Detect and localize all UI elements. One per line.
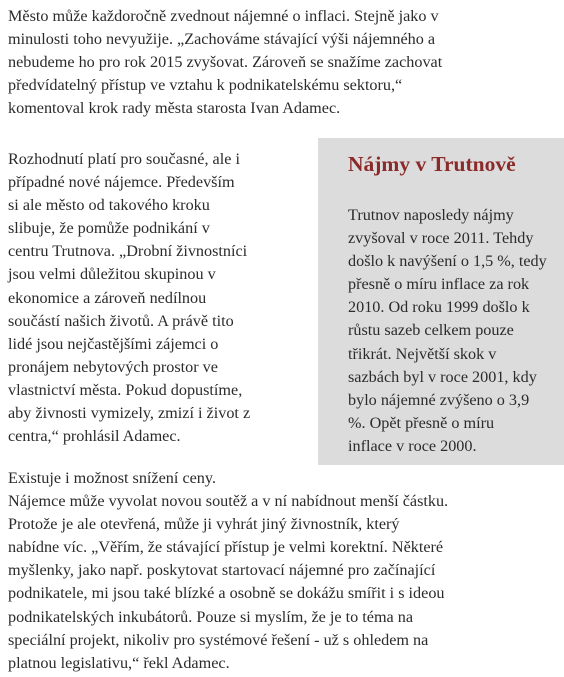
text-line: sazbách byl v roce 2001, kdy — [348, 367, 537, 386]
text-line: inflace v roce 2000. — [348, 436, 477, 455]
text-line: minulosti toho nevyužije. „Zachováme stávající výši nájemného a — [8, 30, 436, 49]
text-line: pronájem nebytových prostor ve — [8, 357, 218, 376]
article-paragraph-intro — [8, 5, 442, 120]
text-line: Město může každoročně zvednout nájemné o inflaci. Stejně jako v — [8, 7, 439, 25]
text-line: podnikatelských inkubátorů. Pouze si myslím, že je to téma na — [8, 607, 414, 626]
article-paragraph-decision — [8, 148, 250, 448]
text-line: speciální projekt, nikoliv pro systémové řešení - už s ohledem na — [8, 630, 429, 649]
text-line: došlo k navýšení o 1,5 %, tedy — [348, 252, 547, 271]
article-paragraph-price — [8, 467, 448, 675]
text-line: Rozhodnutí platí pro současné, ale i — [8, 150, 240, 168]
sidebar-box — [318, 138, 564, 465]
text-line: Existuje i možnost snížení ceny. — [8, 469, 216, 487]
sidebar-title: Nájmy v Trutnově — [348, 152, 516, 176]
text-line: zvyšoval v roce 2011. Tehdy — [348, 229, 534, 248]
text-line: Nájemce může vyvolat novou soutěž a v ní nabídnout menší částku. — [8, 492, 449, 511]
sidebar-text — [348, 204, 547, 458]
text-line: nebudeme ho pro rok 2015 zvyšovat. Zároveň se snažíme zachovat — [8, 53, 443, 72]
text-line: vlastnictví města. Pokud dopustíme, — [8, 380, 243, 399]
text-line: nabídne víc. „Věřím, že stávající přístup je velmi korektní. Některé — [8, 538, 444, 557]
text-line: předvídatelný přístup ve vztahu k podnikatelskému sektoru,“ — [8, 76, 403, 95]
text-line: růstu sazeb celkem pouze — [348, 321, 514, 340]
text-line: lidé jsou nejčastějšími zájemci o — [8, 334, 219, 353]
text-line: %. Opět přesně o míru — [348, 413, 495, 432]
text-line: si ale město od takového kroku — [8, 196, 210, 215]
text-line: přesně o míru inflace za rok — [348, 275, 530, 294]
text-line: aby živnosti vymizely, zmizí i život z — [8, 404, 251, 423]
text-line: ekonomice a zároveň nedílnou — [8, 288, 207, 307]
text-line: případné nové nájemce. Především — [8, 173, 235, 192]
text-line: centru Trutnova. „Drobní živnostníci — [8, 242, 248, 261]
text-line: podnikatele, mi jsou také blízké a osobně se dokážu smířit i s ideou — [8, 584, 445, 603]
text-line: bylo nájemné zvýšeno o 3,9 — [348, 390, 530, 409]
text-line: 2010. Od roku 1999 došlo k — [348, 298, 530, 317]
text-line: platnou legislativu,“ řekl Adamec. — [8, 653, 230, 672]
text-line: myšlenky, jako např. poskytovat startovací nájemné pro začínající — [8, 561, 436, 580]
text-line: Trutnov naposledy nájmy — [348, 206, 514, 224]
text-line: centra,“ prohlásil Adamec. — [8, 427, 181, 446]
text-line: komentoval krok rady města starosta Ivan Adamec. — [8, 99, 341, 118]
text-line: třikrát. Největší skok v — [348, 344, 497, 363]
text-line: součástí našich životů. A právě tito — [8, 311, 234, 330]
text-line: slibuje, že pomůže podnikání v — [8, 219, 210, 238]
text-line: Protože je ale otevřená, může ji vyhrát jiný živnostník, který — [8, 515, 400, 534]
text-line: jsou velmi důležitou skupinou v — [8, 265, 216, 284]
